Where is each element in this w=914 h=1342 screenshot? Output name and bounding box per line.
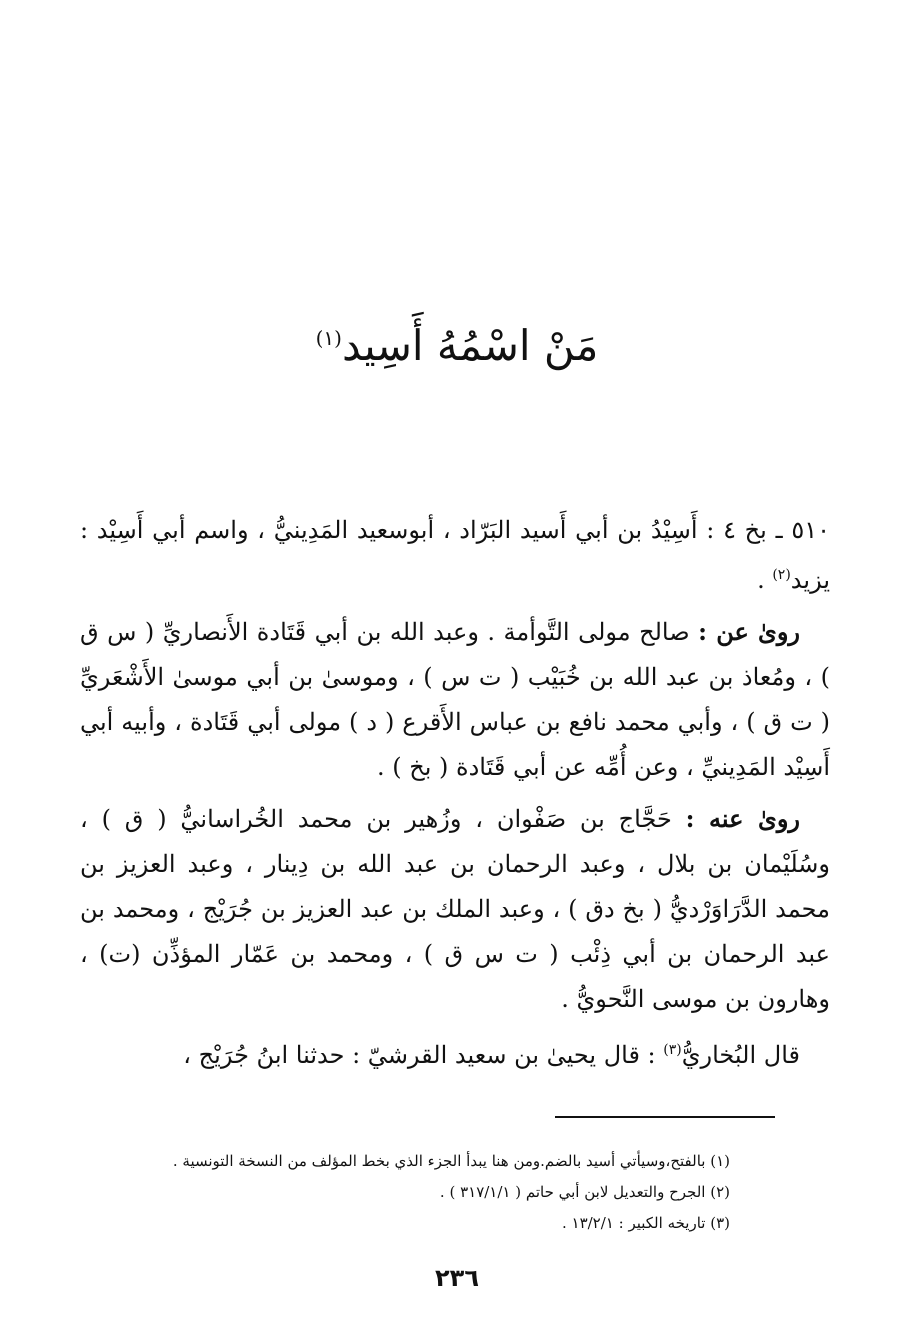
footnote-divider bbox=[555, 1116, 775, 1118]
bukhari-paragraph bbox=[80, 1028, 830, 1078]
bukhari-text: قال البُخاريُّ bbox=[681, 1041, 800, 1069]
footnote-ref-2[interactable]: (٢) bbox=[772, 567, 791, 583]
narrated-by-label: رویٰ عنه : bbox=[685, 804, 801, 833]
footnote-1: (١) بالفتح،وسيأتي أسيد بالضم.ومن هنا يبدأ الجزء الذي بخط المؤلف من النسخة التونسية . bbox=[172, 1152, 730, 1170]
footnotes bbox=[80, 1146, 730, 1239]
section-title bbox=[0, 308, 914, 376]
footnote-ref-3[interactable]: (٣) bbox=[663, 1042, 682, 1058]
narrated-from-label: رویٰ عن : bbox=[698, 617, 801, 646]
narrated-by-text: حَجَّاج بن صَفْوان ، وزُهير بن محمد الخُراسانيُّ ( ق ) ، وسُلَيْمان بن بلال ، وعبد الرحمان بن عبد الله بن دِينار ، وعبد العزيز بن محمد الدَّرَاوَرْديُّ ( بخ دق ) ، وعبد الملك بن عبد العزيز بن جُرَيْج ، ومحمد بن عبد الرحمان بن أبي ذِئْب ( ت س ق ) ، ومحمد بن عَمّار المؤذِّن (ت) ، وهارون بن موسى النَّحويُّ . bbox=[80, 805, 830, 1013]
section-title-text: مَنْ اسْمُهُ أَسِيد bbox=[341, 321, 599, 370]
bukhari-rest: : قال يحيىٰ بن سعيد القرشيّ : حدثنا ابنُ جُرَيْج ، bbox=[183, 1041, 664, 1069]
entry-header-end: . bbox=[757, 566, 773, 594]
entry-header-text: ٥١٠ ـ بخ ٤ : أَسِيْدُ بن أبي أَسيد البَرّاد ، أبوسعيد المَدِينيُّ ، واسم أبي أَسِيْد : يزيد bbox=[80, 516, 830, 594]
narrated-from-paragraph bbox=[80, 609, 830, 790]
page-number: ٢٣٦ bbox=[435, 1264, 479, 1292]
footnote-2: (٢) الجرح والتعديل لابن أبي حاتم ( ٣١٧/١/١ ) . bbox=[439, 1183, 730, 1201]
entry-body bbox=[80, 508, 830, 1084]
narrated-from-text: صالح مولى التَّوأمة . وعبد الله بن أبي قَتَادة الأَنصاريِّ ( س ق ) ، ومُعاذ بن عبد الله بن خُبَيْب ( ت س ) ، وموسىٰ بن أبي موسىٰ الأَشْعَريِّ ( ت ق ) ، وأبي محمد نافع بن عباس الأَقرع ( د ) مولى أبي قَتَادة ، وأبيه أبي أَسِيْد المَدِينيِّ ، وعن أُمِّه عن أبي قَتَادة ( بخ ) . bbox=[80, 618, 830, 781]
narrated-by-paragraph bbox=[80, 796, 830, 1022]
footnote-3: (٣) تاريخه الكبير : ١٣/٢/١ . bbox=[561, 1214, 730, 1232]
footnote-ref-1[interactable]: (١) bbox=[315, 326, 342, 350]
entry-header bbox=[80, 508, 830, 603]
